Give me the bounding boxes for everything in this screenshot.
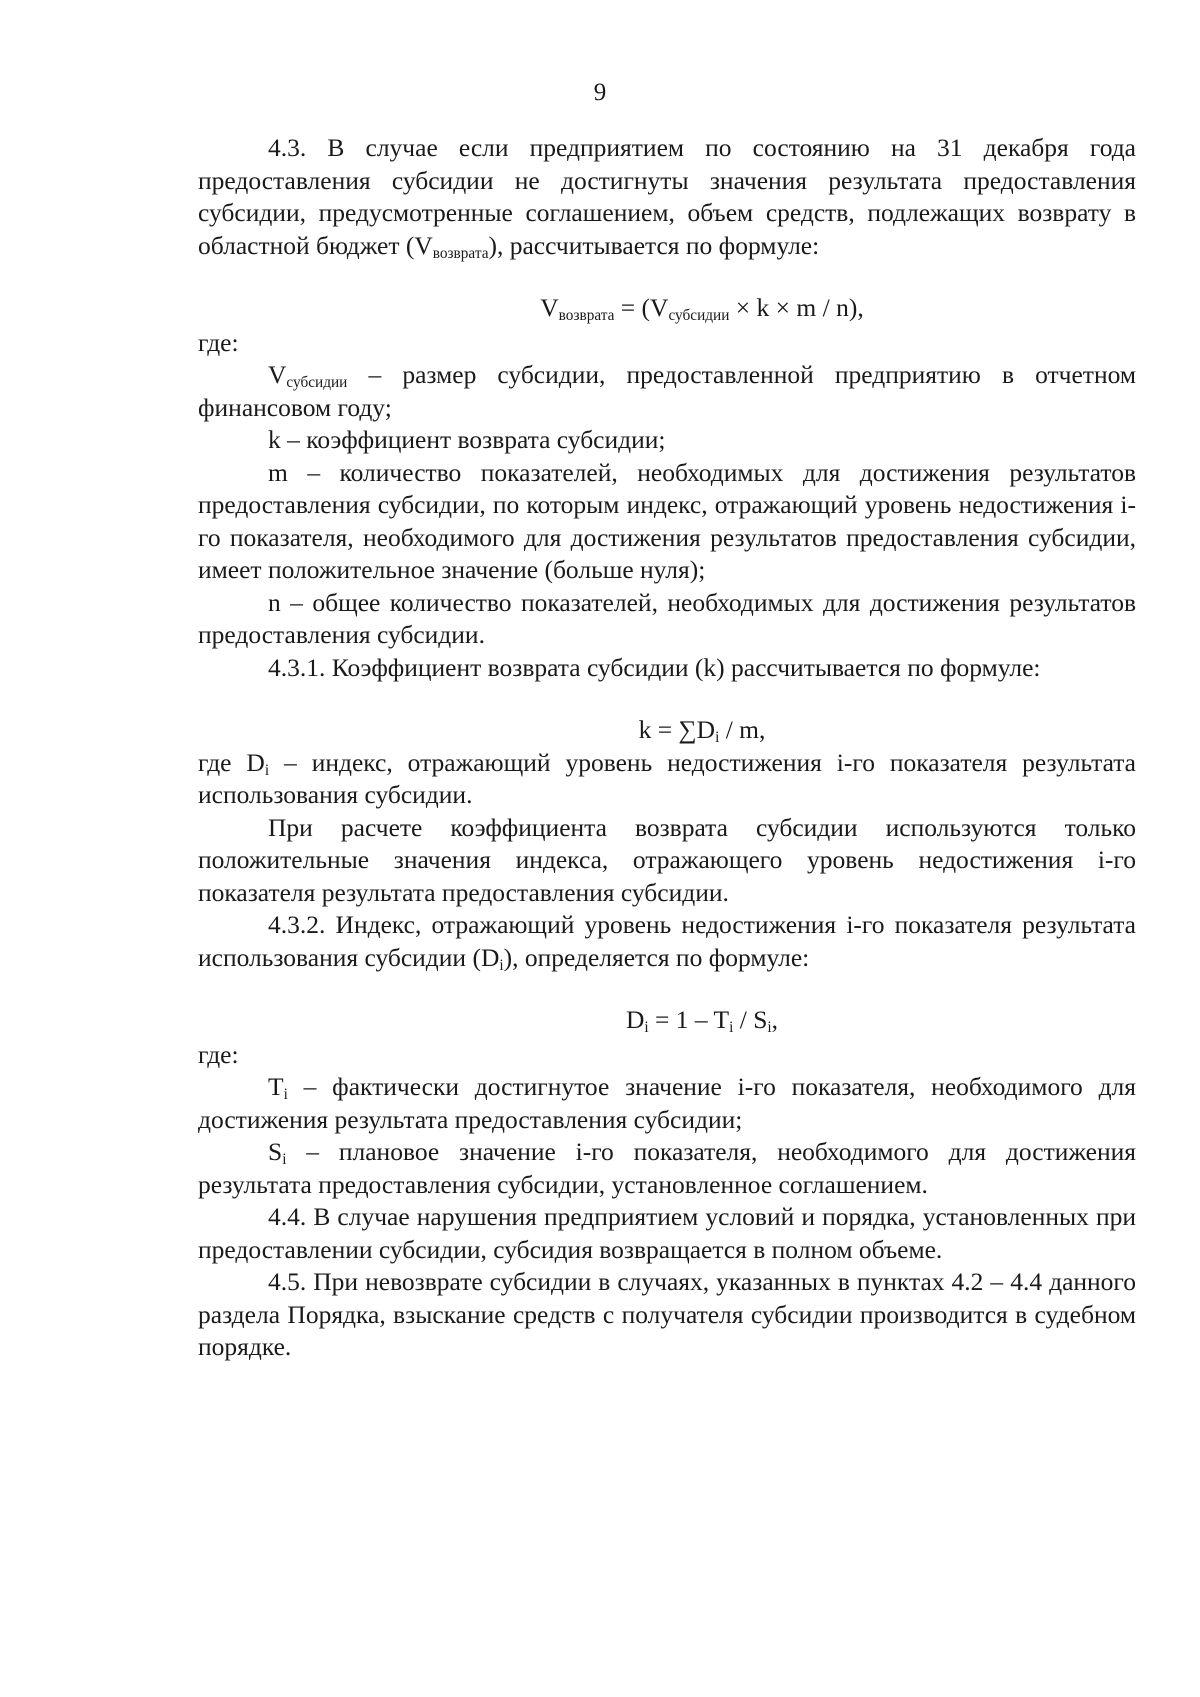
definition-ti-text: – фактически достигнутое значение i-го показателя, необходимого для достижения результата предоставления субсидии; (198, 1072, 1136, 1134)
definition-di-sub: i (264, 761, 270, 779)
definition-di-pre: где D (198, 747, 265, 777)
definition-v-symbol: V (268, 360, 287, 389)
section-4-3-intro-sub: возврата (432, 244, 489, 262)
formula-di-slash: / S (733, 1005, 768, 1034)
section-4-3-intro (198, 132, 1136, 262)
formula-k-sub: i (715, 728, 720, 746)
formula-k-post: / m, (719, 715, 766, 744)
definition-v-sub: субсидии (286, 373, 348, 391)
formula-di-mid: = 1 – T (648, 1005, 730, 1034)
definition-v-text: – размер субсидии, предоставленной предприятию в отчетном финансовом году; (198, 360, 1136, 422)
formula-k (198, 714, 1136, 747)
formula-di-d-sub: i (644, 1018, 649, 1036)
definition-m: m – количество показателей, необходимых для достижения результатов предоставления субсидии, по которым индекс, отражающий уровень недостижения i-го показателя, необходимого для достижения результатов предоставления субсидии, имеет положительное значение (больше нуля); (198, 457, 1136, 584)
definition-v-subsidy (198, 359, 1136, 424)
formula-di-s-sub: i (767, 1018, 772, 1036)
section-4-3-intro-post: ), рассчитывается по формуле: (488, 230, 820, 260)
section-4-3-2-intro (198, 909, 1136, 974)
definition-n: n – общее количество показателей, необходимых для достижения результатов предоставления субсидии. (198, 587, 1136, 649)
where-label-1: где: (198, 327, 239, 357)
formula-di (198, 1004, 1136, 1037)
section-4-3-2-intro-post: ), определяется по формуле: (503, 942, 810, 972)
definition-di (198, 747, 1136, 812)
section-4-3-2-intro-sub: i (499, 956, 504, 974)
definition-si-text: – плановое значение i-го показателя, необходимого для достижения результата предоставления субсидии, установленное соглашением. (198, 1137, 1136, 1199)
definition-ti-symbol: T (268, 1072, 284, 1101)
definition-ti (198, 1071, 1136, 1136)
section-4-3-1-note: При расчете коэффициента возврата субсидии используются только положительные значения индекса, отражающего уровень недостижения i-го показателя результата предоставления субсидии. (198, 812, 1136, 907)
definition-k: k – коэффициент возврата субсидии; (268, 425, 666, 454)
section-4-3-2-intro-pre: 4.3.2. Индекс, отражающий уровень недостижения i-го показателя результата использования субсидии (D (198, 910, 1136, 972)
formula-di-t-sub: i (729, 1018, 734, 1036)
section-4-4: 4.4. В случае нарушения предприятием условий и порядка, установленных при предоставлении субсидии, субсидия возвращается в полном объеме. (198, 1202, 1136, 1264)
definition-si-symbol: S (268, 1137, 283, 1166)
definition-si-sub: i (282, 1150, 287, 1168)
formula-v-rhs: × k × m / n), (729, 293, 864, 322)
section-4-5: 4.5. При невозврате субсидии в случаях, указанных в пунктах 4.2 – 4.4 данного раздела Порядка, взыскание средств с получателя субсидии производится в судебном порядке. (198, 1267, 1136, 1361)
formula-di-end: , (771, 1005, 779, 1034)
definition-si (198, 1136, 1136, 1201)
document-body (198, 132, 1136, 1364)
formula-k-pre: k = ∑D (638, 715, 716, 744)
definition-ti-sub: i (283, 1085, 288, 1103)
section-4-3-1-intro: 4.3.1. Коэффициент возврата субсидии (k) рассчитывается по формуле: (268, 652, 1041, 682)
page-number: 9 (593, 79, 607, 106)
section-4-3-intro-pre: 4.3. В случае если предприятием по состоянию на 31 декабря года предоставления субсидии не достигнуты значения результата предоставления субсидии, предусмотренные соглашением, объем средств, подлежащих возврату в областной бюджет (V (198, 133, 1136, 260)
formula-v-lhs: V (540, 293, 559, 322)
formula-v-mid-sub: субсидии (668, 306, 730, 324)
formula-v-lhs-sub: возврата (558, 306, 615, 324)
definition-di-post: – индекс, отражающий уровень недостижения i-го показателя результата использования субсидии. (198, 747, 1136, 809)
formula-v-return (198, 292, 1136, 325)
formula-di-d: D (625, 1005, 645, 1034)
formula-v-mid: = (V (614, 293, 669, 322)
where-label-2: где: (198, 1039, 239, 1069)
